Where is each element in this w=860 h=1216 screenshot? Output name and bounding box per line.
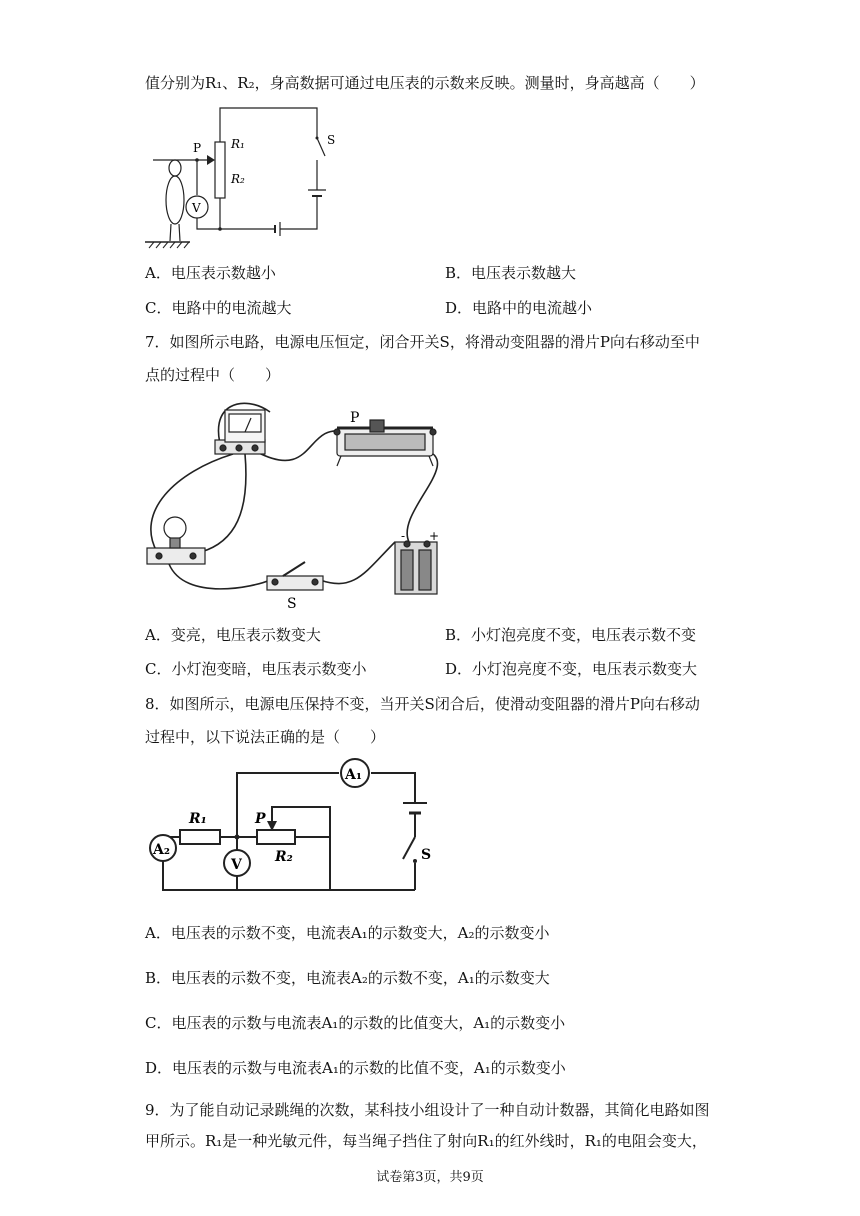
q8-circuit-figure bbox=[145, 755, 445, 905]
q8-label-a2: A₂ bbox=[153, 842, 170, 858]
q6-option-b: B．电压表示数越大 bbox=[445, 264, 577, 282]
q9-stem-line2: 甲所示。R₁是一种光敏元件，每当绳子挡住了射向R₁的红外线时，R₁的电阻会变大， bbox=[145, 1132, 707, 1150]
q7-option-b: B．小灯泡亮度不变，电压表示数不变 bbox=[445, 626, 697, 644]
q8-option-c: C．电压表的示数与电流表A₁的示数的比值变大，A₁的示数变小 bbox=[145, 1014, 566, 1032]
person-figure bbox=[166, 160, 184, 241]
q6-option-c: C．电路中的电流越大 bbox=[145, 299, 292, 317]
q8-label-s: S bbox=[421, 847, 432, 863]
q7-label-minus: - bbox=[401, 529, 406, 543]
q6-stem-tail: 值分别为R₁、R₂，身高数据可通过电压表的示数来反映。测量时，身高越高（ ） bbox=[145, 74, 705, 92]
q6-label-r1: R₁ bbox=[231, 137, 245, 151]
q8-stem-line2: 过程中，以下说法正确的是（ ） bbox=[145, 728, 386, 746]
q8-label-v: V bbox=[231, 857, 242, 873]
q8-label-r1: R₁ bbox=[189, 811, 207, 827]
voltmeter-device bbox=[215, 410, 265, 454]
q6-option-d: D．电路中的电流越小 bbox=[445, 299, 593, 317]
q7-stem-line2: 点的过程中（ ） bbox=[145, 366, 281, 384]
q6-label-p: P bbox=[193, 141, 202, 155]
q7-stem-line1: 7．如图所示电路，电源电压恒定，闭合开关S，将滑动变阻器的滑片P向右移动至中 bbox=[145, 333, 700, 351]
q7-option-d: D．小灯泡亮度不变，电压表示数变大 bbox=[445, 660, 698, 678]
q6-option-a: A．电压表示数越小 bbox=[145, 264, 276, 282]
switch-device bbox=[267, 562, 323, 590]
lamp-device bbox=[147, 517, 205, 564]
q7-label-plus: + bbox=[429, 529, 440, 543]
q7-option-c: C．小灯泡变暗，电压表示数变小 bbox=[145, 660, 367, 678]
q8-option-d: D．电压表的示数与电流表A₁的示数的比值不变，A₁的示数变小 bbox=[145, 1059, 566, 1077]
q8-label-p: P bbox=[255, 811, 266, 827]
q7-label-p: P bbox=[350, 410, 360, 426]
q8-label-r2: R₂ bbox=[275, 849, 293, 865]
battery-device bbox=[395, 541, 437, 594]
q7-option-a: A．变亮，电压表示数变大 bbox=[145, 626, 321, 644]
q8-label-a1: A₁ bbox=[345, 767, 362, 783]
q8-stem-line1: 8．如图所示，电源电压保持不变，当开关S闭合后，使滑动变阻器的滑片P向右移动 bbox=[145, 695, 700, 713]
q7-apparatus-figure bbox=[145, 392, 465, 610]
q7-label-s: S bbox=[287, 596, 297, 610]
q6-circuit-figure bbox=[145, 100, 345, 250]
q9-stem-line1: 9．为了能自动记录跳绳的次数，某科技小组设计了一种自动计数器，其简化电路如图 bbox=[145, 1101, 710, 1119]
q6-label-v: V bbox=[192, 201, 201, 215]
page-footer: 试卷第3页，共9页 bbox=[376, 1170, 484, 1185]
q6-label-r2: R₂ bbox=[231, 172, 245, 186]
q8-option-a: A．电压表的示数不变，电流表A₁的示数变大，A₂的示数变小 bbox=[145, 924, 550, 942]
rheostat-device bbox=[334, 420, 436, 466]
q8-option-b: B．电压表的示数不变，电流表A₂的示数不变，A₁的示数变大 bbox=[145, 969, 550, 987]
q6-label-s: S bbox=[327, 133, 336, 147]
